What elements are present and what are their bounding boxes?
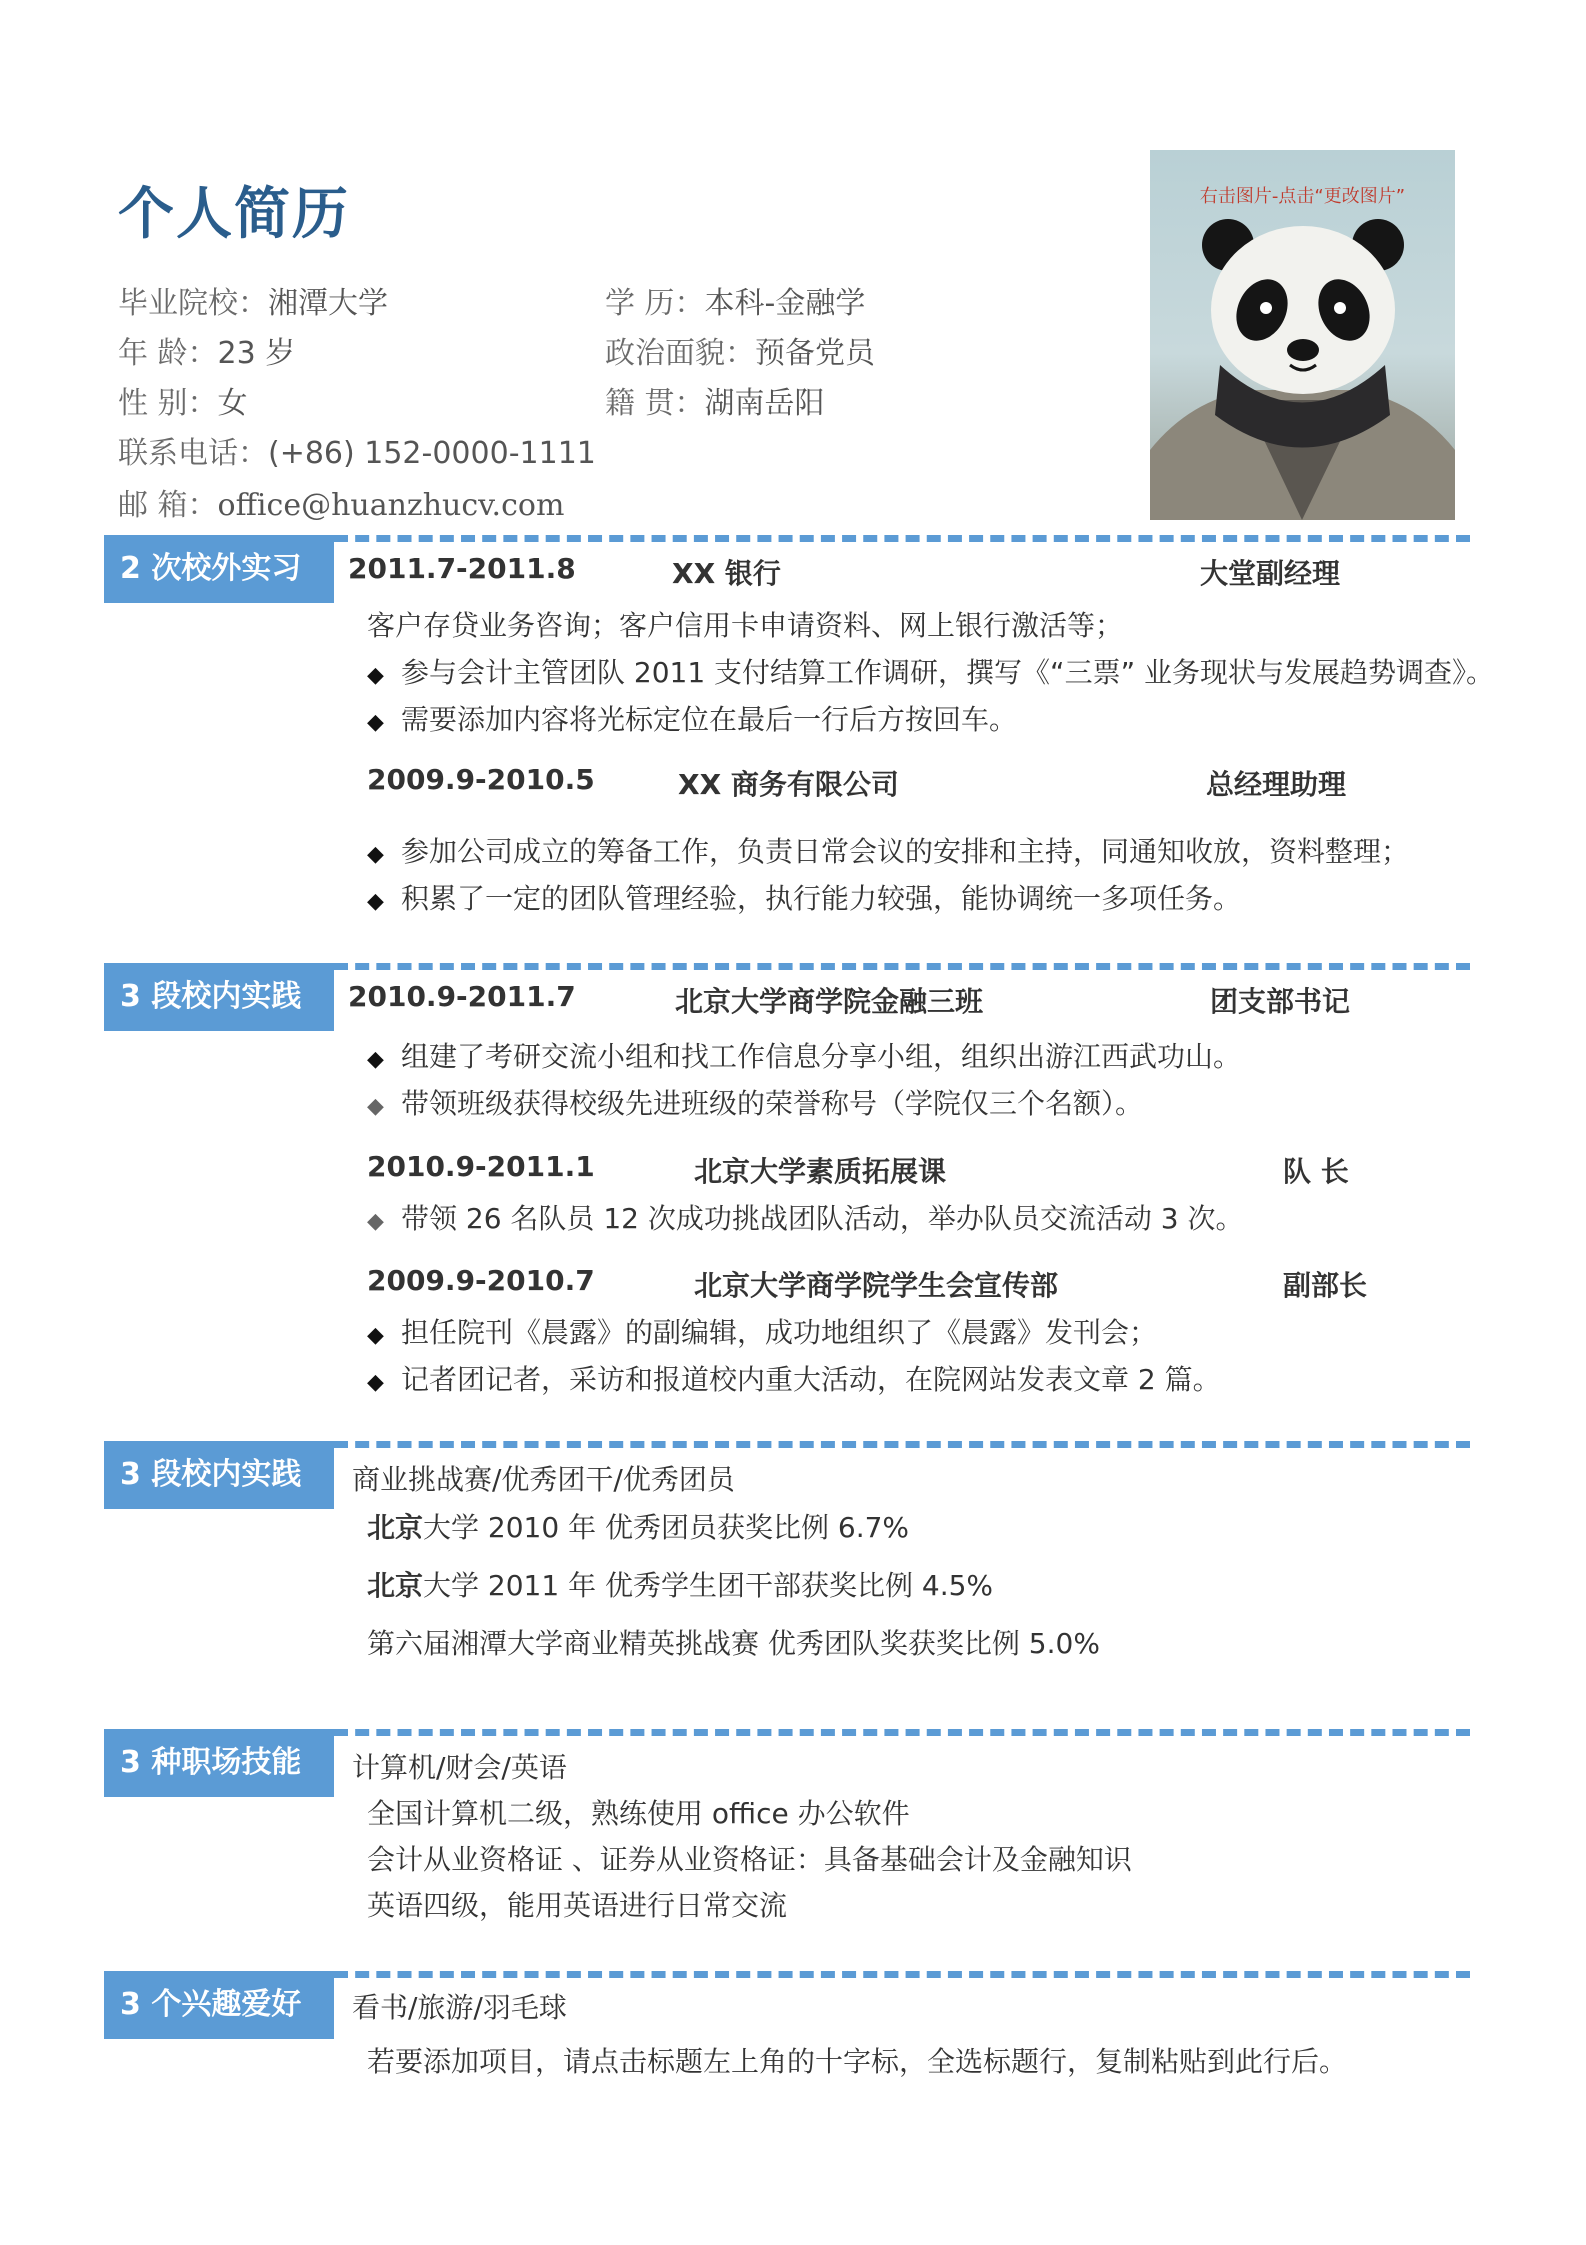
profile-photo[interactable] xyxy=(1150,150,1455,520)
entry-role: 队 长 xyxy=(1283,1155,1349,1188)
entry-date: 2009.9-2010.7 xyxy=(367,1264,595,1297)
entry-org: XX 商务有限公司 xyxy=(678,768,899,801)
phone-label: 联系电话： xyxy=(118,436,268,471)
entry-role: 团支部书记 xyxy=(1210,985,1351,1018)
entry-date: 2010.9-2011.7 xyxy=(348,980,576,1013)
info-email xyxy=(118,480,564,524)
info-school xyxy=(118,278,388,322)
info-education xyxy=(605,278,865,322)
entry-role: 副部长 xyxy=(1283,1269,1368,1302)
politics-label: 政治面貌： xyxy=(605,336,755,371)
age-label: 年 龄： xyxy=(118,336,218,371)
skill-line: 全国计算机二级，熟练使用 office 办公软件 xyxy=(367,1797,910,1830)
section-divider xyxy=(334,535,1470,542)
list-item: ◆ 积累了一定的团队管理经验，执行能力较强，能协调统一多项任务。 xyxy=(367,882,1242,915)
entry-date: 2010.9-2011.1 xyxy=(367,1150,595,1183)
info-gender xyxy=(118,378,248,422)
email-value: office@huanzhucv.com xyxy=(217,488,565,523)
hobby-line: 若要添加项目，请点击标题左上角的十字标，全选标题行，复制粘贴到此行后。 xyxy=(367,2045,1348,2078)
award-line: 北京大学 2011 年 优秀学生团干部获奖比例 4.5% xyxy=(367,1569,994,1602)
info-hometown xyxy=(605,378,825,422)
school-label: 毕业院校： xyxy=(118,286,268,321)
section-tab-hobbies: 3 个兴趣爱好 xyxy=(104,1971,334,2039)
age-value: 23 岁 xyxy=(217,336,296,371)
section-divider xyxy=(334,1971,1470,1978)
section-tab-skills: 3 种职场技能 xyxy=(104,1729,334,1797)
award-line: 北京大学 2010 年 优秀团员获奖比例 6.7% xyxy=(367,1511,910,1544)
photo-caption: 右击图片-点击“更改图片” xyxy=(1199,186,1406,207)
entry-org: 北京大学商学院金融三班 xyxy=(675,985,984,1018)
entry-summary: 客户存贷业务咨询；客户信用卡申请资料、网上银行激活等； xyxy=(367,609,1124,642)
hometown-label: 籍 贯： xyxy=(605,386,705,421)
section-tab-internship: 2 次校外实习 xyxy=(104,535,334,603)
entry-date: 2011.7-2011.8 xyxy=(348,552,576,585)
section-divider xyxy=(334,1729,1470,1736)
info-age xyxy=(118,328,295,372)
skill-line: 英语四级，能用英语进行日常交流 xyxy=(367,1889,788,1922)
hometown-value: 湖南岳阳 xyxy=(704,386,825,421)
email-label: 邮 箱： xyxy=(118,488,218,523)
section-subtitle: 计算机/财会/英语 xyxy=(352,1751,567,1784)
entry-org: XX 银行 xyxy=(672,557,781,590)
phone-value: (+86) 152-0000-1111 xyxy=(268,436,596,471)
award-line: 第六届湘潭大学商业精英挑战赛 优秀团队奖获奖比例 5.0% xyxy=(367,1627,1100,1660)
info-phone xyxy=(118,428,596,472)
education-label: 学 历： xyxy=(605,286,705,321)
entry-date: 2009.9-2010.5 xyxy=(367,763,595,796)
list-item: ◆ 记者团记者，采访和报道校内重大活动，在院网站发表文章 2 篇。 xyxy=(367,1363,1221,1396)
info-politics xyxy=(605,328,875,372)
skill-line: 会计从业资格证 、证券从业资格证：具备基础会计及金融知识 xyxy=(367,1843,1132,1876)
entry-org: 北京大学商学院学生会宣传部 xyxy=(694,1269,1059,1302)
politics-value: 预备党员 xyxy=(755,336,875,371)
education-value: 本科-金融学 xyxy=(704,286,866,321)
list-item: ◆ 参与会计主管团队 2011 支付结算工作调研，撰写《“三票” 业务现状与发展趋势调查》。 xyxy=(367,656,1494,689)
entry-role: 总经理助理 xyxy=(1206,768,1347,801)
list-item: ◆ 参加公司成立的筹备工作，负责日常会议的安排和主持，同通知收放，资料整理； xyxy=(367,835,1410,868)
resume-title: 个人简历 xyxy=(118,182,350,247)
gender-value: 女 xyxy=(217,386,248,421)
section-tab-campus-practice: 3 段校内实践 xyxy=(104,963,334,1031)
section-subtitle: 看书/旅游/羽毛球 xyxy=(352,1991,567,2024)
section-divider xyxy=(334,1441,1470,1448)
section-divider xyxy=(334,963,1470,970)
list-item: ◆ 带领 26 名队员 12 次成功挑战团队活动，举办队员交流活动 3 次。 xyxy=(367,1202,1244,1235)
list-item: ◆ 组建了考研交流小组和找工作信息分享小组，组织出游江西武功山。 xyxy=(367,1040,1242,1073)
list-item: ◆ 担任院刊《晨露》的副编辑，成功地组织了《晨露》发刊会； xyxy=(367,1316,1158,1349)
section-tab-awards: 3 段校内实践 xyxy=(104,1441,334,1509)
school-value: 湘潭大学 xyxy=(268,286,388,321)
entry-org: 北京大学素质拓展课 xyxy=(694,1155,947,1188)
list-item: ◆ 需要添加内容将光标定位在最后一行后方按回车。 xyxy=(367,703,1018,736)
entry-role: 大堂副经理 xyxy=(1200,557,1341,590)
list-item: ◆ 带领班级获得校级先进班级的荣誉称号（学院仅三个名额）。 xyxy=(367,1087,1144,1120)
gender-label: 性 别： xyxy=(118,386,218,421)
section-subtitle: 商业挑战赛/优秀团干/优秀团员 xyxy=(352,1463,735,1496)
